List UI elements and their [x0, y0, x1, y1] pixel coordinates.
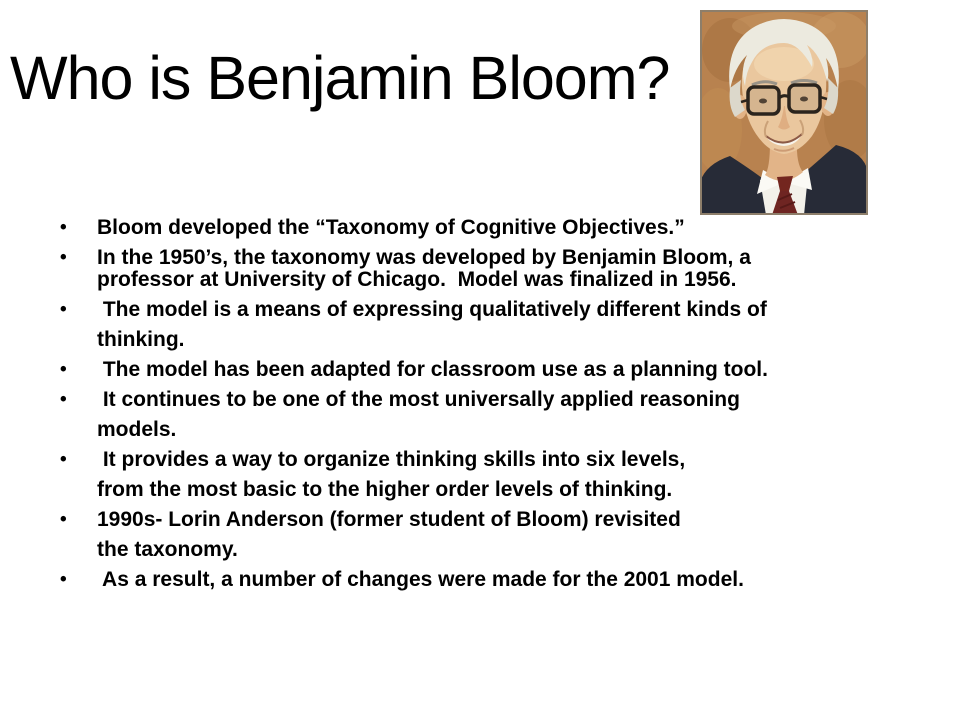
bullet-item	[60, 247, 940, 291]
bullet-text-line: It continues to be one of the most universally applied reasoning	[97, 388, 740, 411]
bullet-item	[60, 449, 940, 471]
bullet-list	[60, 217, 940, 599]
bullet-text-line: The model has been adapted for classroom use as a planning tool.	[97, 358, 768, 381]
bullet-text	[97, 569, 940, 591]
bullet-item	[60, 217, 940, 239]
bullet-marker: •	[60, 359, 67, 380]
bullet-marker: •	[60, 217, 67, 238]
bullet-text	[97, 299, 940, 321]
bullet-text	[97, 217, 940, 239]
bullet-text	[97, 389, 940, 411]
bullet-text-line: models.	[97, 418, 177, 441]
bullet-text-line: 1990s- Lorin Anderson (former student of Bloom) revisited	[97, 508, 681, 531]
bullet-marker: •	[60, 389, 67, 410]
bullet-text	[97, 509, 940, 531]
bullet-item	[60, 329, 940, 351]
bullet-marker: •	[60, 299, 67, 320]
bullet-item	[60, 509, 940, 531]
bloom-portrait-illustration	[700, 10, 868, 215]
bullet-marker: •	[60, 449, 67, 470]
bullet-item	[60, 569, 940, 591]
bullet-text	[97, 247, 940, 291]
bullet-item	[60, 359, 940, 381]
bullet-item	[60, 389, 940, 411]
bullet-text-line: It provides a way to organize thinking skills into six levels,	[97, 448, 686, 471]
bullet-text-line: Bloom developed the “Taxonomy of Cognitive Objectives.”	[97, 216, 685, 239]
bullet-item	[60, 479, 940, 501]
bullet-text-line: As a result, a number of changes were made for the 2001 model.	[97, 568, 744, 591]
bloom-portrait-photo	[700, 10, 868, 215]
slide-title: Who is Benjamin Bloom?	[10, 44, 670, 112]
bullet-marker: •	[60, 569, 67, 590]
bullet-text	[97, 329, 940, 351]
bullet-marker: •	[60, 509, 67, 530]
bullet-text-line: professor at University of Chicago. Model was finalized in 1956.	[97, 268, 737, 291]
bullet-text	[97, 479, 940, 501]
bullet-text-line: from the most basic to the higher order levels of thinking.	[97, 478, 673, 501]
bullet-item	[60, 419, 940, 441]
bullet-text-line: The model is a means of expressing qualitatively different kinds of	[97, 298, 767, 321]
bullet-item	[60, 299, 940, 321]
bullet-text-line: In the 1950’s, the taxonomy was developed by Benjamin Bloom, a	[97, 246, 751, 269]
bullet-text	[97, 539, 940, 561]
bullet-text	[97, 449, 940, 471]
bullet-text	[97, 419, 940, 441]
bullet-text	[97, 359, 940, 381]
bullet-text-line: the taxonomy.	[97, 538, 238, 561]
bullet-marker: •	[60, 247, 67, 268]
bullet-text-line: thinking.	[97, 328, 185, 351]
bullet-item	[60, 539, 940, 561]
